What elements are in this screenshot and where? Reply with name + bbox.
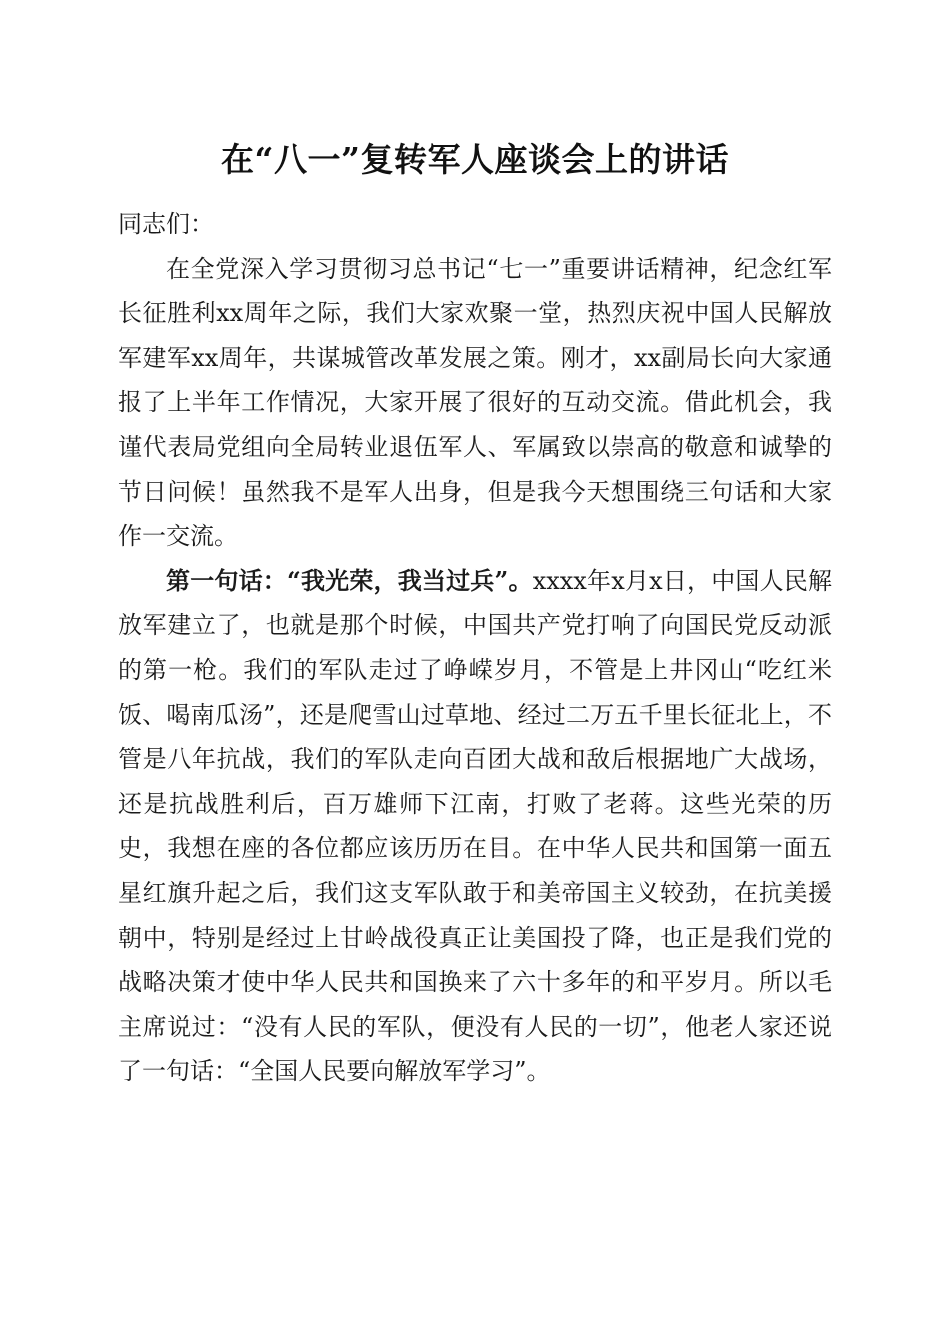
paragraph-2-text: xxxx年x月x日，中国人民解放军建立了，也就是那个时候，中国共产党打响了向国民党反动派的第一枪。我们的军队走过了峥嵘岁月，不管是上井冈山“吃红米饭、喝南瓜汤”，还是爬雪山过草地、经过二万五千里长征北上，不管是八年抗战，我们的军队走向百团大战和敌后根据地广大战场，还是抗战胜利后，百万雄师下江南，打败了老蒋。这些光荣的历史，我想在座的各位都应该历历在目。在中华人民共和国第一面五星红旗升起之后，我们这支军队敢于和美帝国主义较劲，在抗美援朝中，特别是经过上甘岭战役真正让美国投了降，也正是我们党的战略决策才使中华人民共和国换来了六十多年的和平岁月。所以毛主席说过：“没有人民的军队，便没有人民的一切”，他老人家还说了一句话：“全国人民要向解放军学习”。: [118, 566, 833, 1086]
document-body: [118, 202, 832, 1094]
paragraph-2: [118, 559, 832, 1094]
paragraph-1-text: 在全党深入学习贯彻习总书记“七一”重要讲话精神，纪念红军长征胜利xx周年之际，我们大家欢聚一堂，热烈庆祝中国人民解放军建军xx周年，共谋城管改革发展之策。刚才，xx副局长向大家通报了上半年工作情况，大家开展了很好的互动交流。借此机会，我谨代表局党组向全局转业退伍军人、军属致以崇高的敬意和诚挚的节日问候！虽然我不是军人出身，但是我今天想围绕三句话和大家作一交流。: [118, 254, 832, 551]
paragraph-1: [118, 247, 832, 559]
salutation: 同志们：: [118, 210, 214, 238]
document-title: 在“八一”复转军人座谈会上的讲话: [221, 140, 729, 179]
paragraph-2-lead: 第一句话：“我光荣，我当过兵”。: [166, 565, 533, 595]
